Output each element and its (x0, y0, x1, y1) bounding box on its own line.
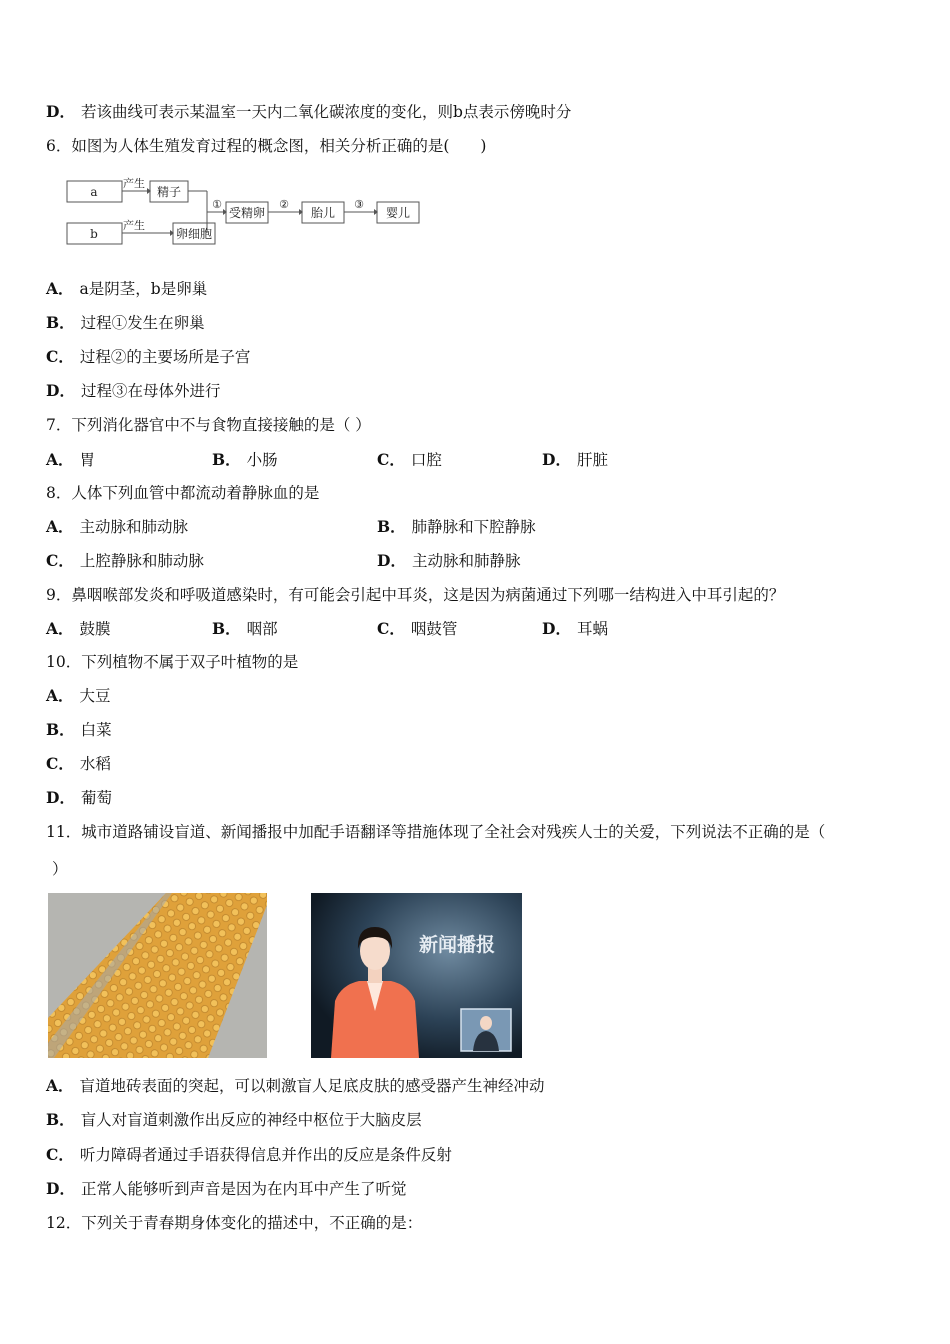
label-baby: 婴儿 (385, 206, 411, 220)
option-text: 肝脏 (576, 451, 608, 469)
option-text: 白菜 (80, 721, 112, 739)
option-label: B． (212, 619, 241, 638)
option-text: 上腔静脉和肺动脉 (79, 552, 204, 570)
q11-option-b (46, 1110, 422, 1130)
option-label: B． (46, 1110, 75, 1129)
option-text: 过程②的主要场所是子宫 (79, 348, 251, 366)
q11-option-a (46, 1076, 545, 1096)
q10-option-c (46, 754, 111, 774)
option-text: 咽部 (246, 620, 278, 638)
option-label: C． (46, 347, 74, 366)
option-label: B． (212, 450, 241, 469)
tactile-paving-photo (48, 893, 267, 1058)
label-egg: 卵细胞 (175, 227, 213, 241)
option-label: A． (46, 619, 74, 638)
option-text: 正常人能够听到声音是因为在内耳中产生了听觉 (80, 1180, 407, 1198)
q11-stem-line1: 11．城市道路铺设盲道、新闻播报中加配手语翻译等措施体现了全社会对残疾人士的关爱，下列说法不正确的是（ (46, 823, 826, 841)
option-label: D． (46, 381, 75, 400)
q8-option-d (377, 551, 520, 571)
q7-option-d (542, 450, 608, 470)
news-caption: 新闻播报 (419, 934, 496, 956)
option-text: 胃 (79, 451, 96, 469)
q8-option-a (46, 517, 188, 537)
option-label: B． (46, 720, 75, 739)
option-label: C． (377, 619, 405, 638)
label-b: b (90, 227, 98, 241)
q7-option-c (377, 450, 442, 470)
news-broadcast-image (311, 893, 522, 1058)
option-text: 过程①发生在卵巢 (80, 314, 205, 332)
option-label: A． (46, 517, 74, 536)
option-label: C． (377, 450, 405, 469)
option-text: 大豆 (79, 687, 111, 705)
option-text: 过程③在母体外进行 (80, 382, 221, 400)
option-text: a是阴茎，b是卵巢 (79, 280, 208, 298)
q10-option-b (46, 720, 112, 740)
q9-option-b (212, 619, 278, 639)
option-text: 主动脉和肺动脉 (79, 518, 189, 536)
option-label: D． (542, 619, 571, 638)
label-zygote: 受精卵 (228, 206, 266, 220)
q11-option-c (46, 1145, 452, 1165)
label-a: a (90, 185, 98, 199)
q10-option-a (46, 686, 111, 706)
option-label: C． (46, 1145, 74, 1164)
option-label: A． (46, 1076, 74, 1095)
q9-option-c (377, 619, 457, 639)
option-text: 盲道地砖表面的突起，可以刺激盲人足底皮肤的感受器产生神经冲动 (79, 1077, 545, 1095)
q8-option-b (377, 517, 536, 537)
option-text: 小肠 (246, 451, 278, 469)
option-text: 咽鼓管 (410, 620, 458, 638)
q5-option-d (46, 102, 571, 122)
q7-option-b (212, 450, 278, 470)
option-label: B． (377, 517, 406, 536)
option-text: 主动脉和肺静脉 (411, 552, 521, 570)
option-text: 盲人对盲道刺激作出反应的神经中枢位于大脑皮层 (80, 1111, 422, 1129)
q12-stem: 12．下列关于青春期身体变化的描述中，不正确的是： (46, 1214, 423, 1232)
option-text: 鼓膜 (79, 620, 111, 638)
q9-stem: 9．鼻咽喉部发炎和呼吸道感染时，有可能会引起中耳炎，这是因为病菌通过下列哪一结构进入中耳引起的？ (46, 586, 785, 604)
option-label: D． (377, 551, 406, 570)
q8-option-c (46, 551, 204, 571)
label-step-3: ③ (354, 198, 364, 211)
label-step-2: ② (279, 198, 289, 211)
option-label: A． (46, 450, 74, 469)
option-label: D． (46, 1179, 75, 1198)
q10-stem: 10．下列植物不属于双子叶植物的是 (46, 653, 299, 671)
reproduction-concept-diagram (62, 172, 442, 252)
option-label: A． (46, 279, 74, 298)
option-text: 口腔 (410, 451, 442, 469)
option-label: C． (46, 754, 74, 773)
q8-stem: 8．人体下列血管中都流动着静脉血的是 (46, 484, 320, 502)
q6-stem: 6．如图为人体生殖发育过程的概念图，相关分析正确的是( ) (46, 137, 487, 155)
q10-option-d (46, 788, 112, 808)
option-label: D． (542, 450, 571, 469)
option-label: B． (46, 313, 75, 332)
q11-stem-line2: ） (52, 860, 68, 878)
q7-option-a (46, 450, 95, 470)
q6-option-a (46, 279, 207, 299)
q11-option-d (46, 1179, 406, 1199)
option-label: D． (46, 102, 75, 121)
q6-option-b (46, 313, 205, 333)
option-label: D． (46, 788, 75, 807)
label-produce-top: 产生 (123, 177, 145, 190)
label-step-1: ① (212, 198, 222, 211)
tactile-paving-image (48, 893, 267, 1058)
news-broadcast-photo (311, 893, 522, 1058)
option-text: 水稻 (79, 755, 111, 773)
q6-option-d (46, 381, 220, 401)
option-text: 葡萄 (80, 789, 112, 807)
option-text: 肺静脉和下腔静脉 (411, 518, 536, 536)
option-text: 耳蜗 (576, 620, 608, 638)
label-sperm: 精子 (156, 185, 182, 199)
option-text: 听力障碍者通过手语获得信息并作出的反应是条件反射 (79, 1146, 452, 1164)
q7-stem: 7．下列消化器官中不与食物直接接触的是（ ） (46, 416, 371, 434)
q6-option-c (46, 347, 250, 367)
option-label: C． (46, 551, 74, 570)
q9-option-a (46, 619, 111, 639)
option-text: 若该曲线可表示某温室一天内二氧化碳浓度的变化，则b点表示傍晚时分 (80, 103, 572, 121)
q9-option-d (542, 619, 608, 639)
label-produce-bottom: 产生 (123, 219, 145, 232)
option-label: A． (46, 686, 74, 705)
label-fetus: 胎儿 (310, 206, 336, 220)
